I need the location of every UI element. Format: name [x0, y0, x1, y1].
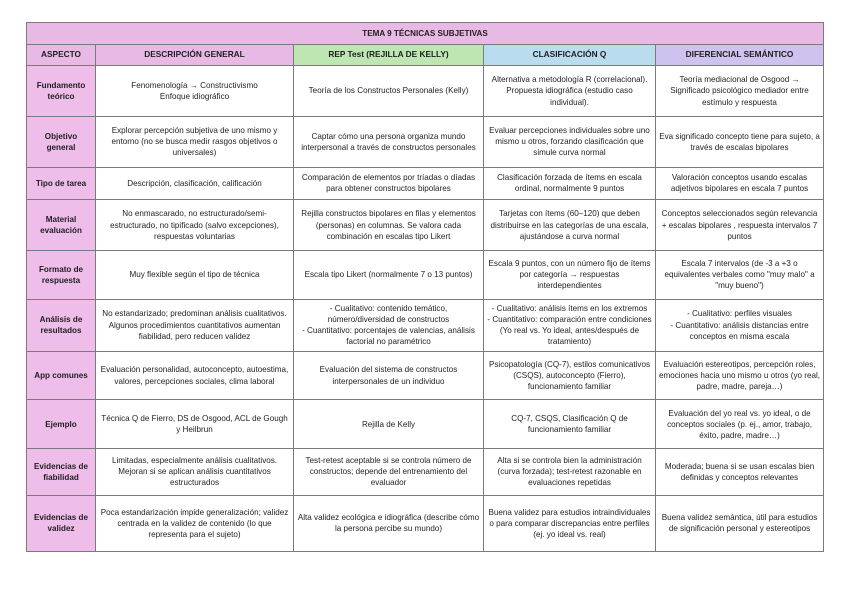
cell-descripcion: Limitadas, especialmente análisis cualitativos. Mejoran si se aplican análisis cuantitativos estructurados — [96, 449, 294, 496]
table-row — [27, 449, 824, 496]
table-row — [27, 200, 824, 251]
cell-rep-test: Test-retest aceptable si se controla número de constructos; depende del entrenamiento del evaluador — [294, 449, 484, 496]
cell-clasificacion-q: Alternativa a metodología R (correlacional). Propuesta idiográfica (estudio caso individual). — [484, 66, 656, 117]
cell-descripcion: No enmascarado, no estructurado/semi-estructurado, no tipificado (salvo excepciones), respuestas voluntarias — [96, 200, 294, 251]
header-rep-test: REP Test (REJILLA DE KELLY) — [294, 45, 484, 66]
cell-descripcion: Evaluación personalidad, autoconcepto, autoestima, valores, percepciones sociales, clima laboral — [96, 351, 294, 400]
table-row — [27, 251, 824, 300]
cell-diferencial-semantico: Eva significado concepto tiene para sujeto, a través de escalas bipolares — [656, 116, 824, 167]
techniques-table — [26, 22, 824, 552]
cell-clasificacion-q: Alta si se controla bien la administración (curva forzada); test-retest razonable en evaluaciones repetidas — [484, 449, 656, 496]
cell-clasificacion-q: Clasificación forzada de ítems en escala ordinal, normalmente 9 puntos — [484, 167, 656, 199]
row-aspect-label: Objetivo general — [27, 116, 96, 167]
header-clasificacion-q: CLASIFICACIÓN Q — [484, 45, 656, 66]
cell-descripcion: Explorar percepción subjetiva de uno mismo y entorno (no se busca medir rasgos objetivos o universales) — [96, 116, 294, 167]
cell-rep-test: Evaluación del sistema de constructos interpersonales de un individuo — [294, 351, 484, 400]
header-aspecto: ASPECTO — [27, 45, 96, 66]
cell-rep-test: Rejilla de Kelly — [294, 400, 484, 449]
table-title: TEMA 9 TÉCNICAS SUBJETIVAS — [27, 23, 824, 45]
row-aspect-label: Evidencias de fiabilidad — [27, 449, 96, 496]
cell-diferencial-semantico: Evaluación estereotipos, percepción roles, emociones hacia uno mismo u otros (yo real, padre, madre, pareja…) — [656, 351, 824, 400]
cell-descripcion: Poca estandarización impide generalización; validez centrada en la validez de contenido (lo que representa para el sujeto) — [96, 495, 294, 551]
cell-clasificacion-q: Buena validez para estudios intraindividuales o para comparar discrepancias entre perfiles (ej. yo ideal vs. real) — [484, 495, 656, 551]
cell-rep-test: Teoría de los Constructos Personales (Kelly) — [294, 66, 484, 117]
cell-diferencial-semantico: Moderada; buena si se usan escalas bien definidas y conceptos relevantes — [656, 449, 824, 496]
table-row — [27, 167, 824, 199]
row-aspect-label: Fundamento teórico — [27, 66, 96, 117]
cell-rep-test: Alta validez ecológica e idiográfica (describe cómo la persona percibe su mundo) — [294, 495, 484, 551]
table-row — [27, 116, 824, 167]
header-row — [27, 45, 824, 66]
cell-clasificacion-q: Psicopatología (CQ-7), estilos comunicativos (CSQS), autoconcepto (Fierro), funcionamiento familiar — [484, 351, 656, 400]
cell-diferencial-semantico: Buena validez semántica, útil para estudios de significación personal y estereotipos — [656, 495, 824, 551]
cell-rep-test: Captar cómo una persona organiza mundo interpersonal a través de constructos personales — [294, 116, 484, 167]
cell-diferencial-semantico: Evaluación del yo real vs. yo ideal, o de conceptos sociales (p. ej., amor, trabajo, éxito, padre, madre…) — [656, 400, 824, 449]
cell-diferencial-semantico: Teoría mediacional de Osgood → Significado psicológico mediador entre estímulo y respuesta — [656, 66, 824, 117]
cell-descripcion: Técnica Q de Fierro, DS de Osgood, ACL de Gough y Heilbrun — [96, 400, 294, 449]
cell-diferencial-semantico: Valoración conceptos usando escalas adjetivos bipolares en escala 7 puntos — [656, 167, 824, 199]
row-aspect-label: Evidencias de validez — [27, 495, 96, 551]
cell-descripcion: Descripción, clasificación, calificación — [96, 167, 294, 199]
table-row — [27, 400, 824, 449]
table-row — [27, 299, 824, 351]
cell-clasificacion-q: CQ-7, CSQS, Clasificación Q de funcionamiento familiar — [484, 400, 656, 449]
row-aspect-label: Análisis de resultados — [27, 299, 96, 351]
cell-descripcion: Fenomenología → Constructivismo Enfoque idiográfico — [96, 66, 294, 117]
cell-descripcion: No estandarizado; predominan análisis cualitativos. Algunos procedimientos cuantitativos aumentan fiabilidad, pero reducen validez — [96, 299, 294, 351]
cell-diferencial-semantico: Escala 7 intervalos (de -3 a +3 o equivalentes verbales como "muy malo" a "muy bueno") — [656, 251, 824, 300]
cell-rep-test: Comparación de elementos por tríadas o díadas para obtener constructos bipolares — [294, 167, 484, 199]
row-aspect-label: Tipo de tarea — [27, 167, 96, 199]
table-row — [27, 495, 824, 551]
cell-rep-test: Rejilla constructos bipolares en filas y elementos (personas) en columnas. Se valora cada combinación en escalas tipo Likert — [294, 200, 484, 251]
cell-clasificacion-q: - Cualitativo: análisis ítems en los extremos - Cuantitativo: comparación entre condiciones (Yo real vs. Yo ideal, antes/después de tratamiento) — [484, 299, 656, 351]
cell-clasificacion-q: Escala 9 puntos, con un número fijo de ítems por categoría → respuestas interdependientes — [484, 251, 656, 300]
row-aspect-label: Material evaluación — [27, 200, 96, 251]
table-row — [27, 351, 824, 400]
cell-descripcion: Muy flexible según el tipo de técnica — [96, 251, 294, 300]
cell-rep-test: - Cualitativo: contenido temático, número/diversidad de constructos - Cuantitativo: porcentajes de valencias, análisis factorial no paramétrico — [294, 299, 484, 351]
cell-diferencial-semantico: - Cualitativo: perfiles visuales - Cuantitativo: análisis distancias entre conceptos en misma escala — [656, 299, 824, 351]
row-aspect-label: Ejemplo — [27, 400, 96, 449]
cell-clasificacion-q: Tarjetas con ítems (60–120) que deben distribuirse en las categorías de una escala, ajustándose a curva normal — [484, 200, 656, 251]
table-row — [27, 66, 824, 117]
cell-diferencial-semantico: Conceptos seleccionados según relevancia + escalas bipolares , respuesta intervalos 7 puntos — [656, 200, 824, 251]
row-aspect-label: App comunes — [27, 351, 96, 400]
cell-clasificacion-q: Evaluar percepciones individuales sobre uno mismo u otros, forzando clasificación que simule curva normal — [484, 116, 656, 167]
header-descripcion: DESCRIPCIÓN GENERAL — [96, 45, 294, 66]
header-diferencial-semantico: DIFERENCIAL SEMÁNTICO — [656, 45, 824, 66]
cell-rep-test: Escala tipo Likert (normalmente 7 o 13 puntos) — [294, 251, 484, 300]
row-aspect-label: Formato de respuesta — [27, 251, 96, 300]
